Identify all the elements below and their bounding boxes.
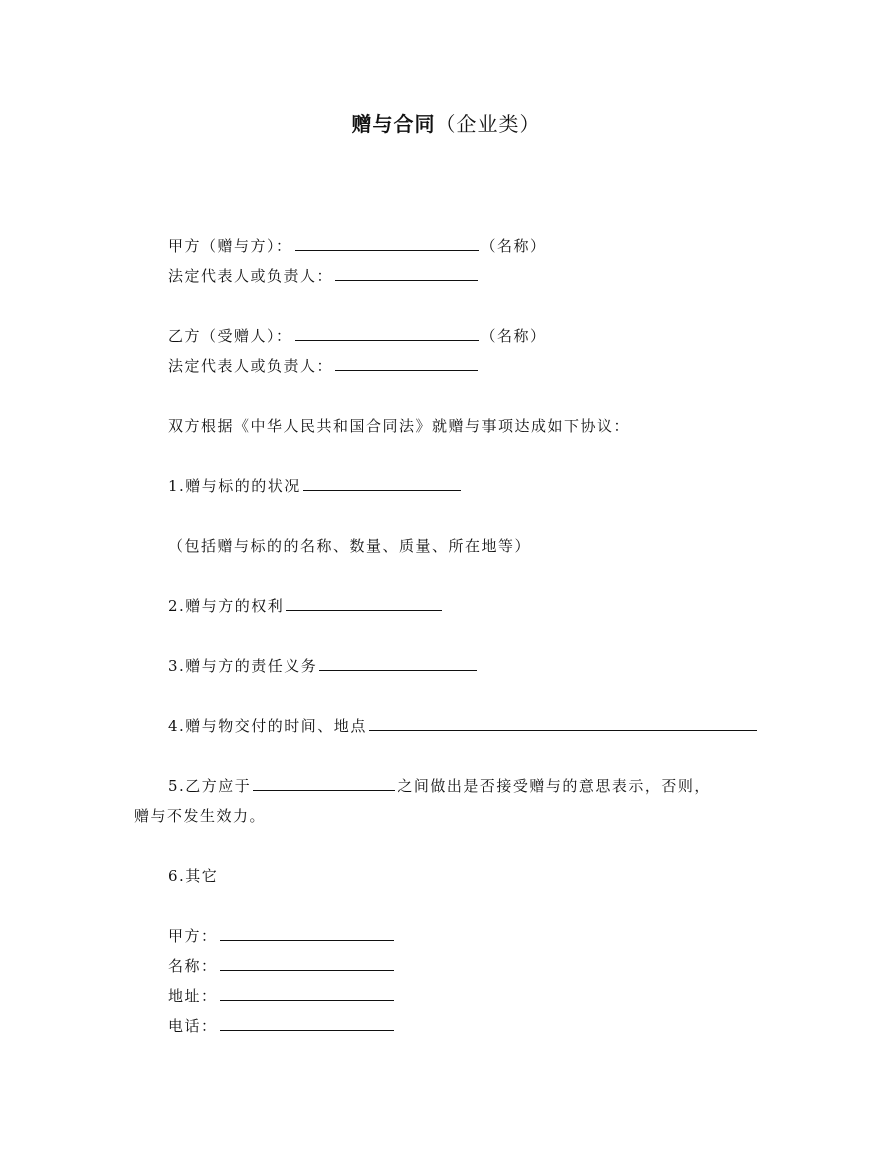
party-a-label: 甲方（赠与方）： (168, 237, 293, 255)
party-b-rep-blank[interactable] (335, 356, 478, 371)
clause-3-blank[interactable] (319, 656, 477, 671)
clause-5 (168, 776, 711, 796)
party-b-rep-label: 法定代表人或负责人： (168, 357, 334, 375)
party-b-name-suffix: （名称） (480, 327, 547, 345)
party-a-rep-label: 法定代表人或负责人： (168, 267, 334, 285)
signature-address (168, 986, 396, 1006)
document-title (0, 108, 892, 137)
clause-4-blank[interactable] (369, 716, 757, 731)
signature-address-label: 地址： (168, 987, 218, 1005)
clause-1-blank[interactable] (303, 476, 461, 491)
party-b-rep-line (168, 356, 480, 376)
clause-4-text: 4.赠与物交付的时间、地点 (168, 717, 367, 735)
preamble: 双方根据《中华人民共和国合同法》就赠与事项达成如下协议： (168, 417, 631, 435)
party-b-label: 乙方（受赠人）： (168, 327, 293, 345)
clause-1-text: 1.赠与标的的状况 (168, 477, 301, 495)
signature-name-label: 名称： (168, 957, 218, 975)
party-a-rep-blank[interactable] (335, 266, 478, 281)
signature-party-blank[interactable] (220, 926, 394, 941)
signature-phone-label: 电话： (168, 1017, 218, 1035)
signature-name-blank[interactable] (220, 956, 394, 971)
clause-2 (168, 596, 444, 616)
clause-5-prefix: 5.乙方应于 (168, 777, 252, 795)
title-main: 赠与合同 (351, 112, 436, 136)
clause-3 (168, 656, 479, 676)
clause-2-text: 2.赠与方的权利 (168, 597, 285, 615)
signature-address-blank[interactable] (220, 986, 394, 1001)
clause-2-blank[interactable] (286, 596, 442, 611)
party-b-name-blank[interactable] (295, 326, 479, 341)
clause-3-text: 3.赠与方的责任义务 (168, 657, 318, 675)
signature-party-label: 甲方： (168, 927, 218, 945)
party-b-line (168, 326, 547, 346)
signature-party (168, 926, 396, 946)
clause-5-suffix: 之间做出是否接受赠与的意思表示，否则， (397, 777, 711, 795)
clause-5-blank[interactable] (253, 776, 395, 791)
signature-phone-blank[interactable] (220, 1016, 394, 1031)
title-sub: （企业类） (435, 112, 541, 136)
party-a-rep-line (168, 266, 480, 286)
clause-4 (168, 716, 759, 736)
party-a-line (168, 236, 547, 256)
clause-6: 6.其它 (168, 867, 219, 885)
clause-5-continued: 赠与不发生效力。 (134, 807, 267, 825)
party-a-name-blank[interactable] (295, 236, 479, 251)
signature-phone (168, 1016, 396, 1036)
clause-1-note: （包括赠与标的的名称、数量、质量、所在地等） (168, 537, 532, 555)
clause-1 (168, 476, 463, 496)
party-a-name-suffix: （名称） (480, 237, 547, 255)
signature-name (168, 956, 396, 976)
